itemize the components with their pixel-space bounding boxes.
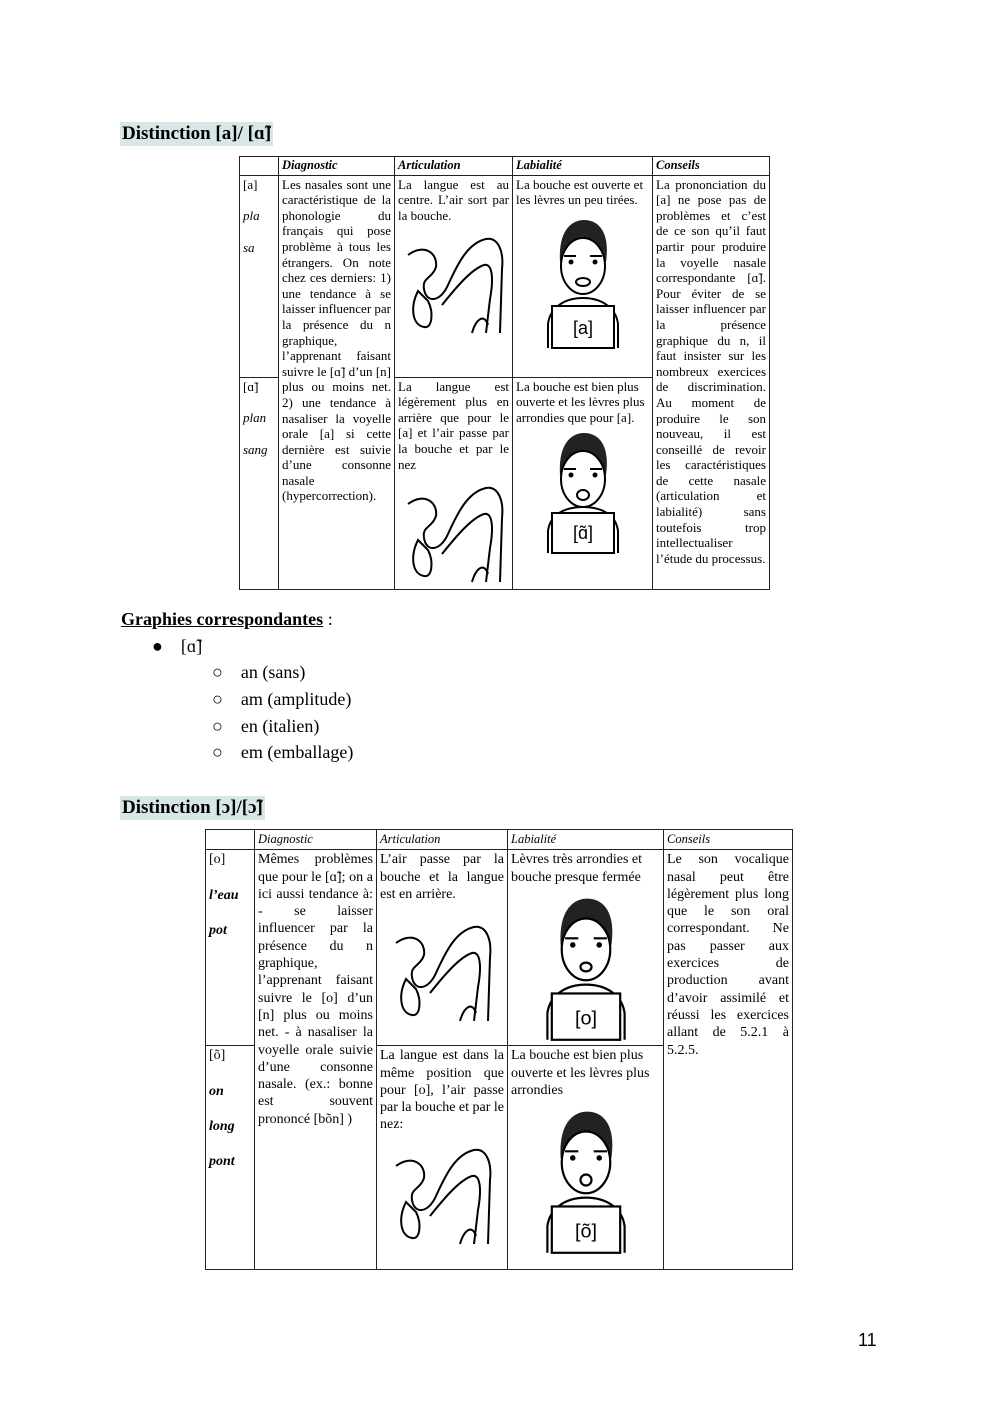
articulation-text: La langue est dans la même position que pour [o], l’air passe par la bouche et par le nez: [380, 1048, 504, 1133]
bullet-item: ● [ɑ̃] [152, 636, 203, 656]
articulation-cell-a [395, 175, 513, 377]
example-word: plan [243, 410, 267, 426]
articulation-cell-an [395, 377, 513, 590]
list-item: ○ am (amplitude) [212, 689, 352, 709]
conseils-cell: La prononciation du [a] ne pose pas de problèmes et c’est de ce son qu’il faut partir pour produire la voyelle nasale correspondante [ɑ̃]. Pour éviter de se laisser influencer par la présence graphique du n, il faut insister sur les nombreux exercices de discrimination. Au moment de produire le son nouveau, il est conseillé de revoir les caractéristiques de cette nasale (articulation et labialité) sans toutefois trop intellectualiser l’étude du processus. [653, 175, 770, 590]
table-o-on [205, 829, 793, 1270]
symbol-o: [o] [209, 852, 226, 868]
header-articulation: Articulation [395, 157, 513, 176]
card-label: [a] [572, 317, 593, 338]
section-heading-a-an: Distinction [a]/ [ɑ̃] [122, 123, 272, 144]
vocal-tract-drawing [402, 478, 506, 588]
table-a-an [239, 156, 770, 590]
header-conseils: Conseils [653, 157, 770, 176]
header-articulation: Articulation [377, 830, 508, 850]
page-number: 11 [858, 1330, 877, 1350]
header-diagnostic: Diagnostic [255, 830, 377, 850]
list-item: ○ em (emballage) [212, 742, 354, 762]
diagnostic-cell: Les nasales sont une caractéristique de la phonologie du français qui pose problème à tous les étrangers. On note chez ces derniers: 1) une tendance à se laisser influencer par la présence du n graphique, l’apprenant faisant suivre le [ɑ̃] d’un [n] plus ou moins net. 2) une tendance à nasaliser la voyelle orale [a] si cette dernière est suivie d’une consonne nasale (hypercorrection). [279, 175, 395, 590]
conseils-cell: Le son vocalique nasal peut être légèrement plus long que le son oral correspondant. Ne pas passer aux exercices de production avant d’avoir assimilé et réussi les exercices allant de 5.2.1 à 5.2.5. [664, 850, 793, 1270]
symbol-a: [a] [243, 176, 258, 192]
symbol-cell-an [240, 377, 279, 590]
symbol-cell-on [206, 1046, 255, 1270]
example-word: sa [243, 239, 255, 255]
header-labialite: Labialité [508, 830, 664, 850]
list-item: ○ an (sans) [212, 662, 306, 682]
vocal-tract-drawing [387, 917, 497, 1027]
example-word: l’eau [209, 887, 239, 903]
graphies-title: Graphies correspondantes : [121, 609, 333, 629]
face-drawing [520, 214, 646, 350]
list-item: ○ en (italien) [212, 716, 320, 736]
header-conseils: Conseils [664, 830, 793, 850]
example-word: on [209, 1083, 224, 1099]
labialite-cell-o [508, 850, 664, 1046]
symbol-cell-o [206, 850, 255, 1046]
labialite-text: Lèvres très arrondies et bouche presque fermée [511, 852, 642, 885]
header-empty [206, 830, 255, 850]
card-label: [o] [574, 1007, 597, 1030]
face-drawing [516, 1105, 656, 1255]
articulation-cell-on [377, 1046, 508, 1270]
header-diagnostic: Diagnostic [279, 157, 395, 176]
articulation-text: La langue est légèrement plus en arrière que pour le [a] et l’air passe par la bouche et par le nez [398, 378, 509, 472]
labialite-text: La bouche est bien plus ouverte et les lèvres plus arrondies que pour [a]. [516, 378, 645, 425]
example-word: sang [243, 441, 268, 457]
symbol-cell-a [240, 175, 279, 377]
header-labialite: Labialité [513, 157, 653, 176]
articulation-text: L’air passe par la bouche et la langue est en arrière. [380, 852, 504, 902]
header-empty [240, 157, 279, 176]
diagnostic-cell: Mêmes problèmes que pour le [ɑ̃]; on a ici aussi tendance à: - se laisser influencer par la présence du n graphique, l’apprenant faisant suivre le [o] d’un [n] plus ou moins net. - à nasaliser la voyelle orale suivie d’une consonne nasale. (ex.: bonne est souvent prononcé [bõn] ) [255, 850, 377, 1270]
card-label: [ɑ̃] [572, 523, 593, 544]
example-word: pont [209, 1154, 235, 1170]
labialite-cell-a [513, 175, 653, 377]
labialite-cell-on [508, 1046, 664, 1270]
card-label: [õ] [574, 1220, 597, 1243]
face-drawing [516, 892, 656, 1042]
labialite-text: La bouche est ouverte et les lèvres un peu tirées. [516, 176, 644, 208]
face-drawing [520, 431, 646, 555]
symbol-on: [õ] [209, 1048, 226, 1064]
vocal-tract-drawing [402, 229, 506, 339]
section-heading-o-on: Distinction [ɔ]/[ɔ̃] [122, 797, 263, 818]
example-word: long [209, 1118, 235, 1134]
labialite-text: La bouche est bien plus ouverte et les lèvres plus arrondies [511, 1048, 650, 1098]
vocal-tract-drawing [387, 1140, 497, 1250]
example-word: pot [209, 922, 227, 938]
example-word: pla [243, 208, 260, 224]
articulation-cell-o [377, 850, 508, 1046]
labialite-cell-an [513, 377, 653, 590]
symbol-an: [ɑ̃] [243, 378, 259, 394]
articulation-text: La langue est au centre. L’air sort par la bouche. [398, 176, 509, 223]
